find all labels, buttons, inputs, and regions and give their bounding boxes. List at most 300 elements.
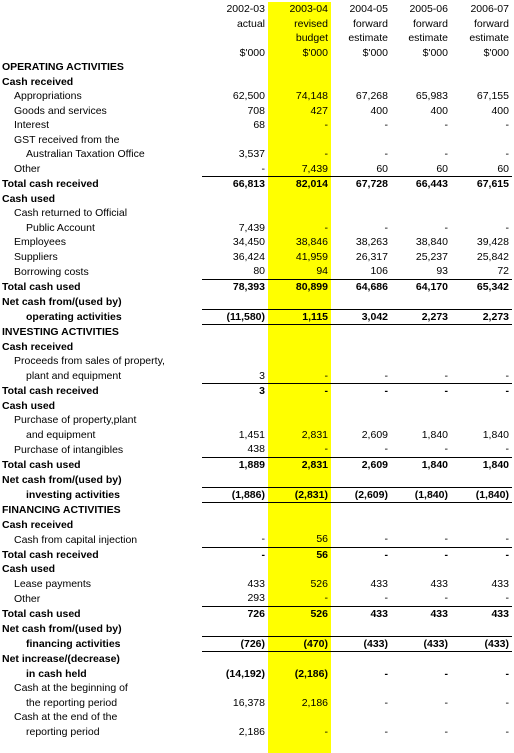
cell-value: 433 [451, 606, 512, 621]
column-header: 2003-04 [289, 3, 328, 15]
row-label: Other [14, 592, 41, 605]
cell-value [202, 192, 268, 207]
cell-value [202, 710, 268, 725]
column-header: estimate [469, 32, 509, 44]
cell-value: - [324, 592, 328, 604]
table-row [2, 487, 512, 503]
header-row [2, 17, 512, 32]
cell-value [391, 562, 451, 577]
row-label: Total cash used [2, 458, 81, 471]
cell-value [331, 75, 391, 90]
table-row [2, 621, 512, 636]
cell-value [331, 681, 391, 696]
column-header: budget [295, 32, 328, 44]
cell-value: - [444, 667, 448, 680]
cell-value: (433) [451, 636, 512, 652]
cell-value [268, 621, 331, 636]
table-row [2, 667, 512, 682]
table-row [2, 681, 512, 696]
header-row [2, 46, 512, 61]
cell-value: 72 [497, 265, 509, 277]
column-header: $'000 [483, 46, 509, 59]
row-label: Proceeds from sales of property, [14, 355, 165, 367]
cell-value: 38,846 [295, 236, 328, 248]
row-label: investing activities [26, 489, 120, 501]
cell-value: 94 [316, 265, 328, 277]
cell-value: 1,115 [268, 309, 331, 325]
row-label: Cash at the beginning of [14, 682, 128, 694]
cell-value: - [444, 148, 448, 160]
header-row [2, 31, 512, 46]
cell-value [268, 325, 331, 340]
table-row [2, 503, 512, 518]
row-label: Cash received [2, 340, 74, 353]
row-label: Cash used [2, 192, 56, 205]
column-header: 2006-07 [470, 3, 509, 15]
table-row [2, 147, 512, 162]
cell-value [451, 681, 512, 696]
cell-value: 67,155 [476, 90, 509, 102]
cell-value: - [384, 148, 388, 160]
cell-value [451, 133, 512, 148]
cell-value: 2,831 [268, 457, 331, 472]
cell-value [331, 192, 391, 207]
cell-value [331, 710, 391, 725]
cell-value: - [384, 443, 388, 455]
cell-value: 7,439 [238, 221, 265, 234]
cell-value: (433) [331, 636, 391, 652]
table-row [2, 118, 512, 133]
cell-value [202, 518, 268, 533]
cell-value: 433 [391, 606, 451, 621]
cell-value [391, 133, 451, 148]
row-label: Suppliers [14, 250, 58, 263]
cell-value [202, 325, 268, 340]
row-label: Net cash from/(used by) [2, 295, 122, 308]
cell-value [391, 60, 451, 75]
cell-value: - [505, 533, 509, 545]
cell-value: - [261, 533, 265, 545]
cell-value [268, 206, 331, 221]
table-row [2, 562, 512, 577]
cell-value: - [324, 725, 328, 738]
cell-value: (14,192) [225, 667, 265, 680]
cell-value [202, 681, 268, 696]
cell-value [391, 710, 451, 725]
cell-value [268, 294, 331, 309]
row-label: plant and equipment [26, 370, 122, 382]
row-label: GST received from the [14, 133, 120, 146]
row-label: Appropriations [14, 90, 82, 102]
column-header: 2004-05 [349, 3, 388, 15]
cell-value: 25,842 [476, 250, 509, 263]
row-label: OPERATING ACTIVITIES [2, 61, 124, 73]
cell-value: - [444, 533, 448, 545]
cell-value [451, 294, 512, 309]
cell-value [331, 133, 391, 148]
cell-value: 2,186 [238, 725, 265, 738]
cell-value [268, 472, 331, 487]
cell-value [268, 518, 331, 533]
cell-value [451, 621, 512, 636]
table-row [2, 192, 512, 207]
cell-value: 64,686 [331, 279, 391, 294]
cell-value: 38,840 [415, 236, 448, 248]
table-row [2, 221, 512, 236]
cell-value [331, 325, 391, 340]
cell-value: - [444, 369, 448, 382]
column-header: $'000 [422, 46, 448, 59]
column-header: 2005-06 [409, 3, 448, 15]
column-header: $'000 [362, 46, 388, 59]
cell-value: (11,580) [202, 309, 268, 325]
cell-value [451, 518, 512, 533]
table-row [2, 279, 512, 294]
cell-value: - [324, 119, 328, 131]
cell-value: 62,500 [232, 90, 265, 102]
cell-value: 2,831 [301, 428, 328, 441]
cell-value [331, 472, 391, 487]
cell-value: - [505, 667, 509, 680]
table-row [2, 89, 512, 104]
row-label: Total cash received [2, 178, 99, 190]
row-label: Cash at the end of the [14, 711, 118, 723]
cell-value [268, 399, 331, 414]
cell-value: 60 [436, 162, 448, 175]
cell-value: - [384, 221, 388, 234]
cell-value [202, 503, 268, 518]
cell-value: 1,451 [238, 428, 265, 441]
cell-value [451, 75, 512, 90]
table-row [2, 369, 512, 384]
cell-value: 1,889 [202, 457, 268, 472]
cell-value: 1,840 [482, 428, 509, 441]
row-label: Total cash received [2, 548, 99, 561]
cell-value: 526 [310, 577, 328, 590]
cell-value [202, 652, 268, 667]
cell-value [268, 652, 331, 667]
cell-value: 65,983 [415, 90, 448, 102]
cell-value [391, 206, 451, 221]
cell-value: - [384, 119, 388, 131]
cell-value: 80,899 [268, 279, 331, 294]
cell-value: 25,237 [415, 250, 448, 263]
column-header: estimate [408, 32, 448, 44]
cell-value [451, 710, 512, 725]
cell-value: 2,609 [361, 428, 388, 441]
cell-value [202, 354, 268, 369]
row-label: Net increase/(decrease) [2, 653, 120, 665]
table-row [2, 309, 512, 325]
row-label: INVESTING ACTIVITIES [2, 326, 119, 338]
cell-value [268, 681, 331, 696]
cell-value: - [324, 221, 328, 234]
cell-value [331, 503, 391, 518]
cell-value: 433 [491, 577, 509, 590]
cell-value [451, 340, 512, 355]
column-header: $'000 [239, 46, 265, 59]
cell-value: (2,831) [268, 487, 331, 503]
cell-value [451, 472, 512, 487]
cell-value: 2,273 [451, 309, 512, 325]
row-label: Net cash from/(used by) [2, 622, 122, 635]
row-label: Net cash from/(used by) [2, 473, 122, 486]
cell-value: 3,042 [331, 309, 391, 325]
row-label: Australian Taxation Office [26, 148, 145, 160]
cell-value: 400 [491, 104, 509, 117]
cell-value [268, 413, 331, 428]
cell-value: - [505, 592, 509, 604]
table-row [2, 725, 512, 740]
table-row [2, 532, 512, 547]
row-label: Borrowing costs [14, 265, 89, 278]
cell-value [202, 75, 268, 90]
row-label: the reporting period [26, 696, 118, 709]
cell-value: 67,615 [451, 177, 512, 192]
header-row [2, 2, 512, 17]
cell-value: (2,186) [294, 667, 328, 680]
cell-value: - [444, 592, 448, 604]
column-header: 2002-03 [226, 3, 265, 15]
column-header: $'000 [302, 46, 328, 59]
cell-value: 1,840 [451, 457, 512, 472]
cell-value [268, 192, 331, 207]
row-label: Cash received [2, 518, 74, 531]
table-row [2, 177, 512, 192]
cell-value: 726 [202, 606, 268, 621]
cell-value: (1,886) [202, 487, 268, 503]
cell-value: 433 [331, 606, 391, 621]
cell-value [391, 75, 451, 90]
cell-value [451, 354, 512, 369]
cell-value: - [505, 369, 509, 382]
cell-value [268, 710, 331, 725]
table-row [2, 162, 512, 177]
cell-value [451, 206, 512, 221]
cell-value: - [384, 592, 388, 604]
row-label: Goods and services [14, 104, 107, 117]
cell-value: 293 [247, 592, 265, 604]
cell-value: - [331, 547, 391, 562]
table-row [2, 710, 512, 725]
cell-value: 7,439 [301, 162, 328, 175]
cell-value: - [384, 369, 388, 382]
cell-value [331, 206, 391, 221]
cell-value [331, 340, 391, 355]
cell-value [331, 652, 391, 667]
cell-value: 438 [247, 443, 265, 455]
cell-value [451, 413, 512, 428]
table-row [2, 591, 512, 606]
cell-value: 400 [430, 104, 448, 117]
row-label: Cash received [2, 75, 74, 88]
table-row [2, 133, 512, 148]
cell-value: - [324, 148, 328, 160]
cell-value [391, 192, 451, 207]
cell-value: - [444, 443, 448, 455]
cell-value: (2,609) [331, 487, 391, 503]
cell-value: 78,393 [202, 279, 268, 294]
table-row [2, 294, 512, 309]
cell-value [451, 192, 512, 207]
cell-value: - [451, 547, 512, 562]
cell-value [391, 413, 451, 428]
cell-value [391, 399, 451, 414]
cell-value: (470) [268, 636, 331, 652]
table-row [2, 60, 512, 75]
column-header: forward [412, 17, 448, 30]
cell-value [268, 133, 331, 148]
cell-value: 60 [376, 162, 388, 175]
cell-value: - [261, 162, 265, 175]
cell-value: 74,148 [295, 90, 328, 102]
cell-value [202, 206, 268, 221]
table-row [2, 235, 512, 250]
cell-value [331, 60, 391, 75]
cell-value [391, 325, 451, 340]
table-row [2, 518, 512, 533]
cell-value: 433 [370, 577, 388, 590]
row-label: Cash from capital injection [14, 533, 138, 546]
cell-value [391, 621, 451, 636]
table-row [2, 354, 512, 369]
cell-value [202, 562, 268, 577]
cell-value: 34,450 [232, 236, 265, 248]
table-row [2, 384, 512, 399]
cell-value: - [324, 443, 328, 455]
cell-value: - [331, 384, 391, 399]
cell-value [331, 354, 391, 369]
row-label: Interest [14, 119, 50, 131]
cell-value [391, 472, 451, 487]
table-row [2, 472, 512, 487]
cell-value: 433 [247, 577, 265, 590]
cell-value [202, 621, 268, 636]
cell-value: - [324, 369, 328, 382]
cell-value: - [384, 667, 388, 680]
row-label: Total cash received [2, 385, 99, 397]
row-label: Cash returned to Official [14, 207, 128, 219]
cell-value: 106 [370, 265, 388, 277]
cell-value: - [505, 119, 509, 131]
cell-value: 427 [310, 104, 328, 117]
cell-value [268, 562, 331, 577]
header-blank [2, 2, 202, 17]
row-label: Public Account [26, 221, 95, 234]
cell-value [268, 503, 331, 518]
cell-value: 68 [253, 119, 265, 131]
cell-value [451, 562, 512, 577]
cell-value: 60 [497, 162, 509, 175]
cell-value [391, 518, 451, 533]
cell-value: - [451, 384, 512, 399]
cell-value: 64,170 [391, 279, 451, 294]
row-label: FINANCING ACTIVITIES [2, 504, 121, 516]
column-header: forward [473, 17, 509, 30]
table-row [2, 325, 512, 340]
column-header: forward [352, 17, 388, 30]
row-label: Purchase of property,plant [14, 414, 137, 426]
row-label: reporting period [26, 725, 100, 738]
cell-value: 3,537 [238, 148, 265, 160]
cell-value: 1,840 [391, 457, 451, 472]
cell-value [451, 652, 512, 667]
header-blank [2, 31, 202, 46]
cell-value: - [505, 221, 509, 234]
cell-value [391, 354, 451, 369]
table-row [2, 399, 512, 414]
cell-value: - [505, 443, 509, 455]
cell-value: (726) [202, 636, 268, 652]
cell-value [451, 399, 512, 414]
cell-value: 3 [259, 369, 265, 382]
cell-value [202, 472, 268, 487]
row-label: Total cash used [2, 280, 81, 293]
cell-value: - [391, 547, 451, 562]
cell-value [331, 562, 391, 577]
cell-value [391, 340, 451, 355]
row-label: Total cash used [2, 607, 81, 620]
cell-value: - [384, 533, 388, 545]
cell-value: 708 [247, 104, 265, 117]
cell-value: - [384, 696, 388, 709]
row-label: Lease payments [14, 577, 92, 590]
table-row [2, 250, 512, 265]
cell-value [268, 75, 331, 90]
row-label: Other [14, 163, 41, 175]
cell-value [202, 60, 268, 75]
table-row [2, 428, 512, 443]
column-header [202, 31, 268, 46]
table-row [2, 206, 512, 221]
cell-value: 38,263 [355, 236, 388, 248]
row-label: operating activities [26, 311, 122, 323]
cell-value [451, 60, 512, 75]
cell-value: - [384, 725, 388, 738]
header-blank [2, 17, 202, 32]
table-row [2, 577, 512, 592]
cell-value: 400 [370, 104, 388, 117]
cell-value: 526 [268, 606, 331, 621]
cell-value: 67,728 [331, 177, 391, 192]
cell-value: 67,268 [355, 90, 388, 102]
table-row [2, 636, 512, 652]
cell-value: 66,443 [391, 177, 451, 192]
cell-value: 36,424 [232, 250, 265, 263]
cell-value [268, 60, 331, 75]
cell-value: (1,840) [391, 487, 451, 503]
cell-value: - [391, 384, 451, 399]
column-header: actual [236, 17, 265, 30]
row-label: Cash used [2, 563, 56, 575]
cell-value: - [444, 119, 448, 131]
table-row [2, 104, 512, 119]
cell-value: - [444, 696, 448, 709]
cell-value [451, 325, 512, 340]
cell-value: 3 [202, 384, 268, 399]
cell-value: 26,317 [355, 250, 388, 263]
cell-value: - [505, 696, 509, 709]
cell-value: 2,609 [331, 457, 391, 472]
cell-value: 56 [316, 533, 328, 545]
cell-value: 93 [436, 265, 448, 277]
cell-value: 82,014 [268, 177, 331, 192]
cell-value [391, 294, 451, 309]
table-row [2, 340, 512, 355]
table-row [2, 413, 512, 428]
table-row [2, 75, 512, 90]
cell-value: 2,273 [391, 309, 451, 325]
